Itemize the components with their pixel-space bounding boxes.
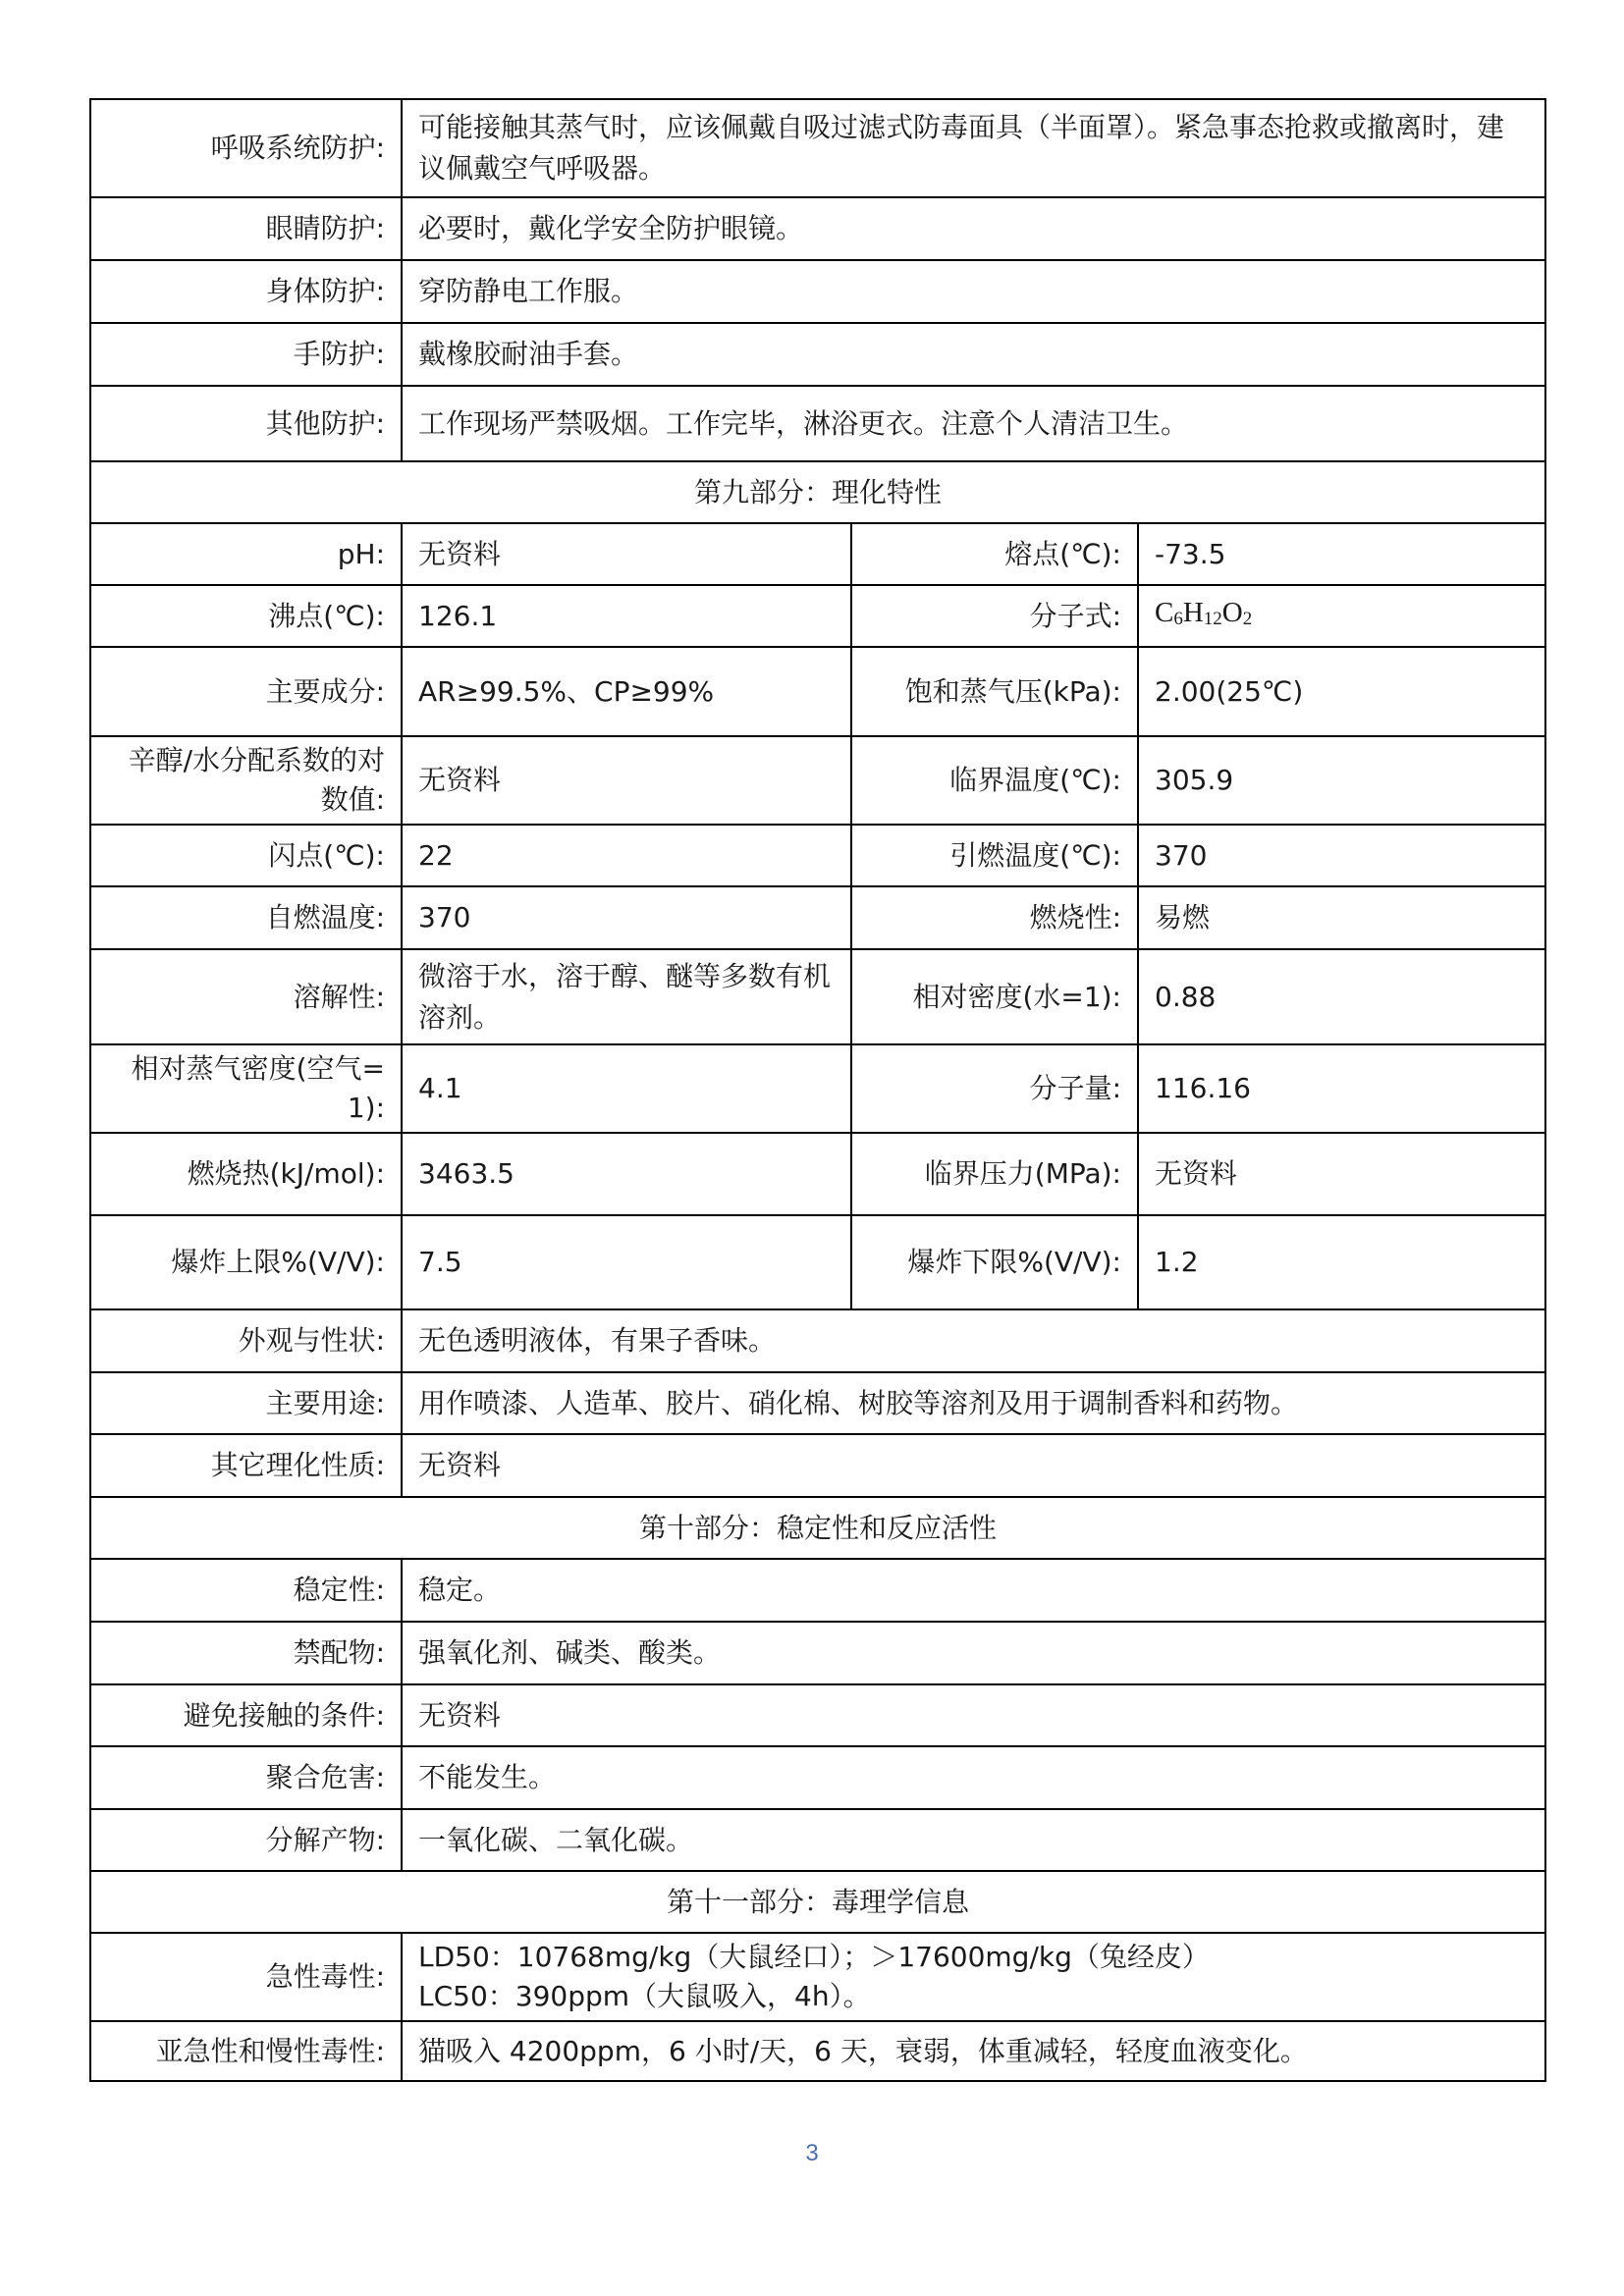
ld50-line: LD50：10768mg/kg（大鼠经口）；＞17600mg/kg（兔经皮） xyxy=(418,1941,1210,1973)
page-number: 3 xyxy=(805,2140,819,2166)
msds-table xyxy=(89,98,1546,2082)
row-value: 无资料 xyxy=(402,1684,1545,1746)
table-row xyxy=(90,260,1545,323)
row-label: 身体防护: xyxy=(90,260,402,323)
property-value: 1.2 xyxy=(1138,1215,1545,1309)
property-label: 沸点(℃): xyxy=(90,585,402,647)
property-value: 116.16 xyxy=(1138,1044,1545,1133)
table-row xyxy=(90,1746,1545,1809)
table-row xyxy=(90,647,1545,736)
row-label: 聚合危害: xyxy=(90,1746,402,1809)
section-title: 第十一部分：毒理学信息 xyxy=(90,1871,1545,1933)
table-row xyxy=(90,1933,1545,2021)
row-label: 亚急性和慢性毒性: xyxy=(90,2021,402,2081)
row-value: 无资料 xyxy=(402,1434,1545,1497)
section-header-row xyxy=(90,1497,1545,1559)
row-value: 用作喷漆、人造革、胶片、硝化棉、树胶等溶剂及用于调制香料和药物。 xyxy=(402,1372,1545,1434)
property-value: 3463.5 xyxy=(402,1133,851,1215)
lc50-line: LC50：390ppm（大鼠吸入，4h）。 xyxy=(418,1980,871,2012)
row-value: 稳定。 xyxy=(402,1559,1545,1622)
row-value: 一氧化碳、二氧化碳。 xyxy=(402,1809,1545,1871)
property-label: 临界压力(MPa): xyxy=(851,1133,1138,1215)
property-value: -73.5 xyxy=(1138,523,1545,585)
property-label: 闪点(℃): xyxy=(90,825,402,886)
table-row xyxy=(90,1809,1545,1871)
row-label: 禁配物: xyxy=(90,1622,402,1684)
molecular-formula: $C_6H_{12}O_2$ xyxy=(1138,585,1545,647)
property-label: pH: xyxy=(90,523,402,585)
property-value: 22 xyxy=(402,825,851,886)
property-value: 7.5 xyxy=(402,1215,851,1309)
property-label: 相对密度(水=1): xyxy=(851,949,1138,1044)
table-row xyxy=(90,886,1545,949)
table-row xyxy=(90,1133,1545,1215)
table-row xyxy=(90,2021,1545,2081)
table-row xyxy=(90,825,1545,886)
property-label: 自燃温度: xyxy=(90,886,402,949)
property-label: 引燃温度(℃): xyxy=(851,825,1138,886)
property-label: 相对蒸气密度(空气=1): xyxy=(90,1044,402,1133)
property-value: 126.1 xyxy=(402,585,851,647)
table-row xyxy=(90,386,1545,461)
row-label: 手防护: xyxy=(90,323,402,386)
row-label: 其他防护: xyxy=(90,386,402,461)
property-label: 主要成分: xyxy=(90,647,402,736)
property-label: 爆炸上限%(V/V): xyxy=(90,1215,402,1309)
property-value: 370 xyxy=(1138,825,1545,886)
property-label: 熔点(℃): xyxy=(851,523,1138,585)
row-label: 其它理化性质: xyxy=(90,1434,402,1497)
property-label: 燃烧热(kJ/mol): xyxy=(90,1133,402,1215)
table-row xyxy=(90,197,1545,260)
table-row xyxy=(90,736,1545,825)
row-value: 无色透明液体，有果子香味。 xyxy=(402,1309,1545,1372)
row-value: 戴橡胶耐油手套。 xyxy=(402,323,1545,386)
table-row xyxy=(90,1622,1545,1684)
section-title: 第九部分：理化特性 xyxy=(90,461,1545,523)
table-row xyxy=(90,1309,1545,1372)
row-value: 必要时，戴化学安全防护眼镜。 xyxy=(402,197,1545,260)
property-value: 无资料 xyxy=(402,736,851,825)
property-label: 爆炸下限%(V/V): xyxy=(851,1215,1138,1309)
property-value: 微溶于水，溶于醇、醚等多数有机溶剂。 xyxy=(402,949,851,1044)
row-value: 猫吸入 4200ppm，6 小时/天，6 天，衰弱，体重减轻，轻度血液变化。 xyxy=(402,2021,1545,2081)
property-value: 4.1 xyxy=(402,1044,851,1133)
table-row xyxy=(90,99,1545,197)
property-value: 370 xyxy=(402,886,851,949)
property-label: 分子式: xyxy=(851,585,1138,647)
property-value: 305.9 xyxy=(1138,736,1545,825)
property-value: 易燃 xyxy=(1138,886,1545,949)
table-row xyxy=(90,323,1545,386)
table-row xyxy=(90,1684,1545,1746)
property-label: 饱和蒸气压(kPa): xyxy=(851,647,1138,736)
row-value: 强氧化剂、碱类、酸类。 xyxy=(402,1622,1545,1684)
acute-toxicity-value xyxy=(402,1933,1545,2021)
row-value: 工作现场严禁吸烟。工作完毕，淋浴更衣。注意个人清洁卫生。 xyxy=(402,386,1545,461)
table-row xyxy=(90,1372,1545,1434)
row-label: 急性毒性: xyxy=(90,1933,402,2021)
property-label: 溶解性: xyxy=(90,949,402,1044)
property-label: 辛醇/水分配系数的对数值: xyxy=(90,736,402,825)
property-label: 燃烧性: xyxy=(851,886,1138,949)
table-row xyxy=(90,1044,1545,1133)
table-row xyxy=(90,1559,1545,1622)
row-label: 避免接触的条件: xyxy=(90,1684,402,1746)
row-label: 眼睛防护: xyxy=(90,197,402,260)
row-label: 主要用途: xyxy=(90,1372,402,1434)
property-value: 无资料 xyxy=(402,523,851,585)
table-row xyxy=(90,949,1545,1044)
table-row xyxy=(90,523,1545,585)
property-label: 分子量: xyxy=(851,1044,1138,1133)
property-value: 2.00(25℃) xyxy=(1138,647,1545,736)
section-title: 第十部分：稳定性和反应活性 xyxy=(90,1497,1545,1559)
table-row xyxy=(90,1434,1545,1497)
section-header-row xyxy=(90,461,1545,523)
row-value: 可能接触其蒸气时，应该佩戴自吸过滤式防毒面具（半面罩）。紧急事态抢救或撤离时，建议佩戴空气呼吸器。 xyxy=(402,99,1545,197)
row-label: 外观与性状: xyxy=(90,1309,402,1372)
property-value: 0.88 xyxy=(1138,949,1545,1044)
row-label: 分解产物: xyxy=(90,1809,402,1871)
property-label: 临界温度(℃): xyxy=(851,736,1138,825)
row-label: 稳定性: xyxy=(90,1559,402,1622)
property-value: 无资料 xyxy=(1138,1133,1545,1215)
table-row xyxy=(90,1215,1545,1309)
table-row xyxy=(90,585,1545,647)
section-header-row xyxy=(90,1871,1545,1933)
row-value: 穿防静电工作服。 xyxy=(402,260,1545,323)
row-label: 呼吸系统防护: xyxy=(90,99,402,197)
property-value: AR≥99.5%、CP≥99% xyxy=(402,647,851,736)
row-value: 不能发生。 xyxy=(402,1746,1545,1809)
